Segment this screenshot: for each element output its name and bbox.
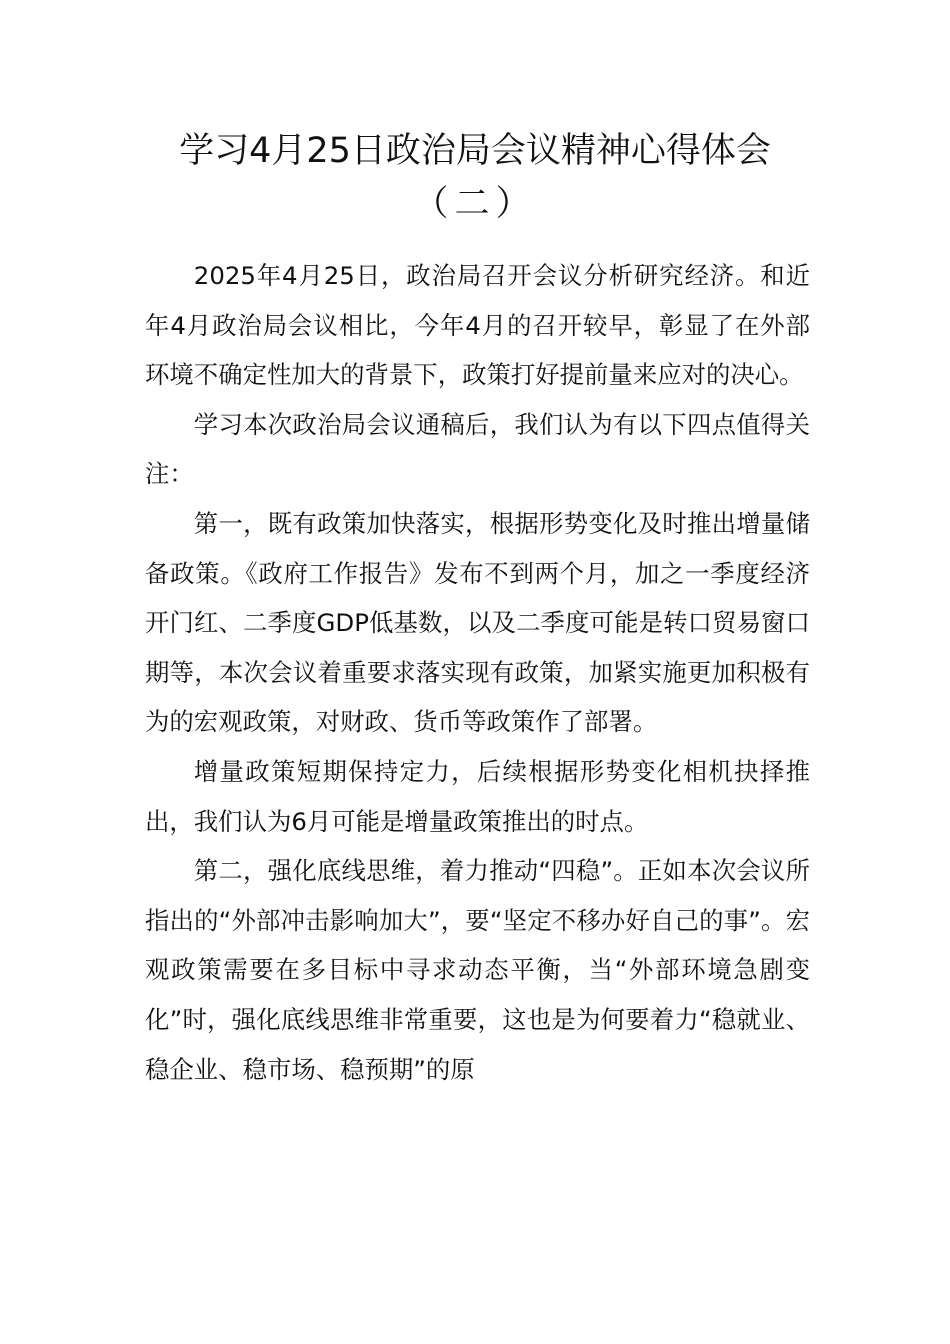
paragraph-intro bbox=[145, 251, 810, 400]
paragraph-text: 2025年4月25日，政治局召开会议分析研究经济。和近年4月政治局会议相比，今年4月的召开较早，彰显了在外部环境不确定性加大的背景下，政策打好提前量来应对的决心。 bbox=[145, 261, 810, 390]
paragraph-text: 正如本次会议所指出的“外部冲击影响加大”，要“坚定不移办好自己的事”。宏观政策需要在多目标中寻求动态平衡，当“外部环境急剧变化”时，强化底线思维非常重要，这也是为何要着力“稳就业、稳企业、稳市场、稳预期”的原 bbox=[145, 856, 810, 1084]
document-body bbox=[145, 251, 810, 1094]
document-title: 学习4月25日政治局会议精神心得体会 bbox=[179, 131, 771, 171]
paragraph-text: 增量政策短期保持定力，后续根据形势变化相机抉择推出，我们认为6月可能是增量政策推出的时点。 bbox=[145, 756, 810, 836]
paragraph-point-one bbox=[145, 499, 810, 747]
paragraph-lead: 第一，既有政策加快落实，根据形势变化及时推出增量储备政策。 bbox=[145, 508, 810, 588]
paragraph-text: 学习本次政治局会议通稿后，我们认为有以下四点值得关注： bbox=[145, 409, 810, 489]
paragraph-point-two bbox=[145, 846, 810, 1094]
paragraph-incremental-policy bbox=[145, 747, 810, 846]
paragraph-text: 《政府工作报告》发布不到两个月，加之一季度经济开门红、二季度GDP低基数，以及二季度可能是转口贸易窗口期等，本次会议着重要求落实现有政策，加紧实施更加积极有为的宏观政策，对财政、货币等政策作了部署。 bbox=[145, 558, 810, 737]
paragraph-summary bbox=[145, 400, 810, 499]
document-subtitle: （二） bbox=[413, 184, 537, 224]
paragraph-lead: 第二，强化底线思维，着力推动“四稳”。 bbox=[193, 856, 638, 886]
